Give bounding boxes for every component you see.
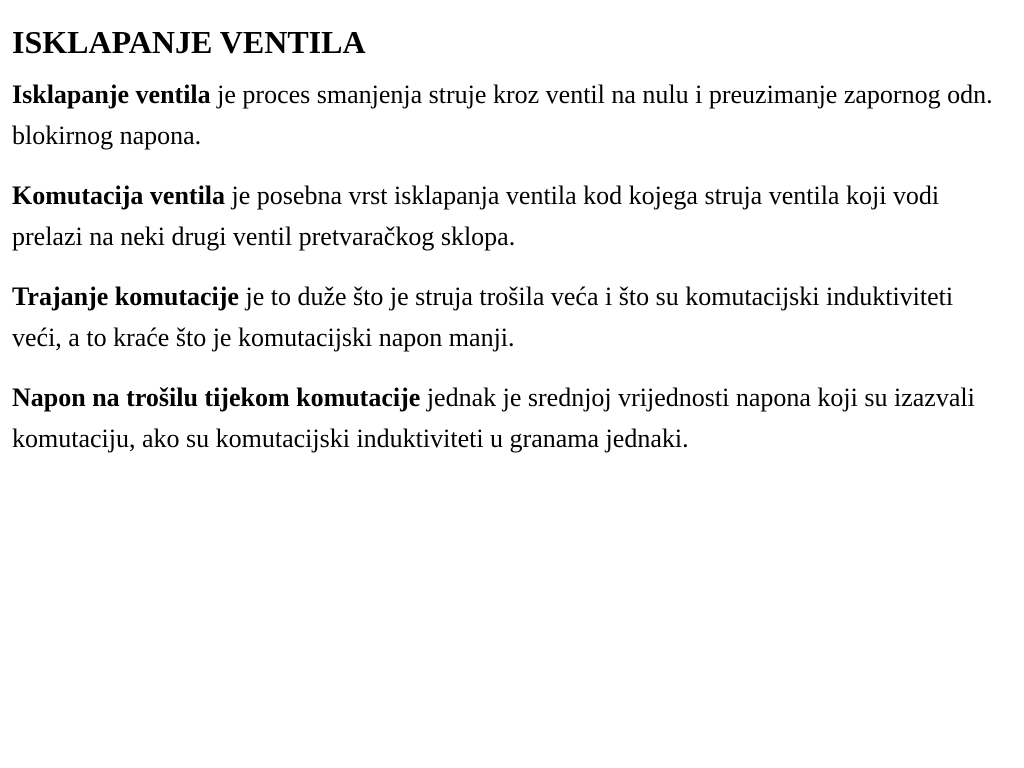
definition-komutacija: je posebna vrst isklapanja ventila kod kojega struja ventila koji vodi prelazi na neki drugi ventil pretvaračkog sklopa.	[12, 181, 940, 251]
term-komutacija: Komutacija ventila	[12, 181, 226, 210]
slide-content	[12, 22, 1008, 478]
term-trajanje: Trajanje komutacije	[12, 282, 239, 311]
paragraph-komutacija	[12, 175, 1008, 257]
paragraph-trajanje	[12, 276, 1008, 358]
term-isklapanje: Isklapanje ventila	[12, 80, 211, 109]
term-napon: Napon na trošilu tijekom komutacije	[12, 383, 421, 412]
definition-napon: jednak je srednjoj vrijednosti napona koji su izazvali komutaciju, ako su komutacijski induktiviteti u granama jednaki.	[12, 383, 975, 453]
definition-isklapanje: je proces smanjenja struje kroz ventil na nulu i preuzimanje zapornog odn. blokirnog napona.	[12, 80, 993, 150]
paragraph-isklapanje	[12, 74, 1008, 156]
page-title: ISKLAPANJE VENTILA	[12, 24, 366, 60]
definition-trajanje: je to duže što je struja trošila veća i što su komutacijski induktiviteti veći, a to kraće što je komutacijski napon manji.	[12, 282, 954, 352]
paragraph-napon	[12, 377, 1008, 459]
